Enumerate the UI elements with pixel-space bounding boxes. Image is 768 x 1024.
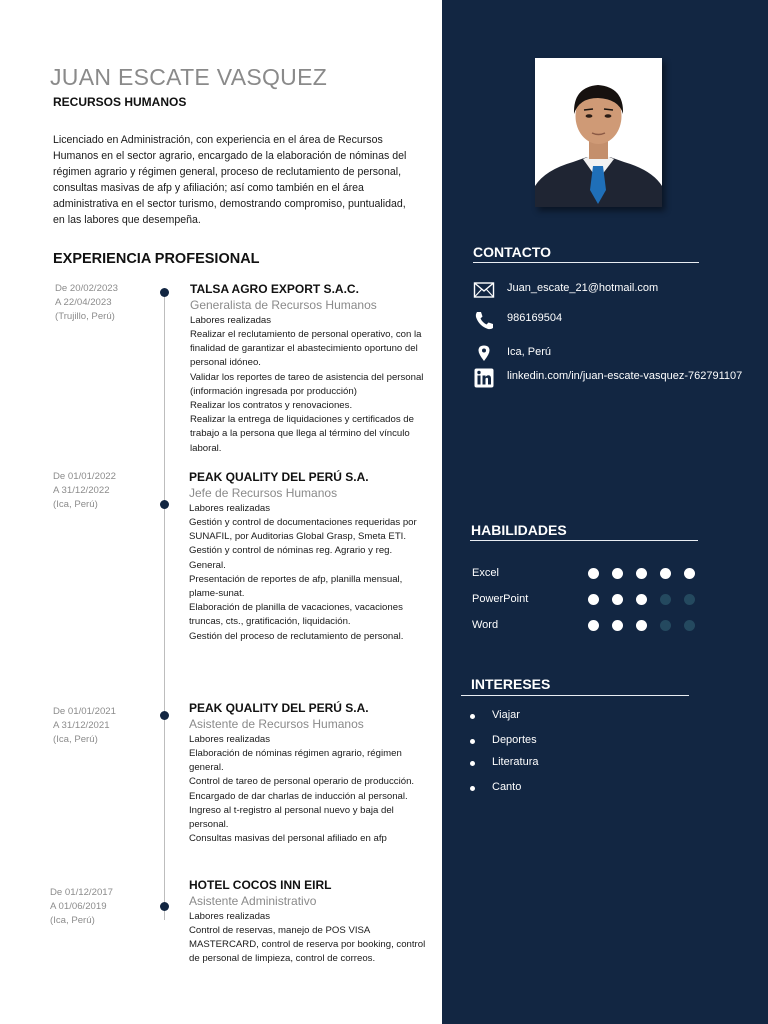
timeline-dot [160,711,169,720]
date-to: A 22/04/2023 [55,297,112,308]
linkedin-text[interactable]: linkedin.com/in/juan-escate-vasquez-762791107 [507,370,743,382]
task-item: Consultas masivas del personal afiliado en afp [189,833,387,845]
job-location: (Ica, Perú) [53,734,98,745]
skill-dot-filled [636,620,647,631]
job-location: (Ica, Perú) [53,499,98,510]
tasks-label: Labores realizadas [189,911,271,922]
timeline-line [164,292,165,920]
timeline-dot [160,902,169,911]
task-item: Control de tareo de personal operario de producción. [189,776,415,788]
job-dates [50,886,160,928]
interest-item [470,756,670,772]
date-from: De 20/02/2023 [55,283,118,294]
task-item: Realizar los contratos y renovaciones. [190,400,353,412]
task-item: Gestión y control de documentaciones requeridas por SUNAFIL, por Auditorias Global Grasp, Smeta ETI. [189,517,417,543]
skill-dot-filled [588,568,599,579]
contact-divider [473,262,699,263]
skill-row [472,566,712,582]
tasks-label: Labores realizadas [189,503,271,514]
task-item: Elaboración de planilla de vacaciones, vacaciones truncas, cts., gratificación, liquidación. [189,602,403,628]
skills-divider [470,540,698,541]
timeline-dot [160,500,169,509]
contact-phone[interactable] [473,310,763,330]
date-from: De 01/01/2022 [53,471,116,482]
job-dates [53,705,163,747]
position-title: Asistente Administrativo [189,894,317,908]
job-location: (Ica, Perú) [50,915,95,926]
experience-heading: EXPERIENCIA PROFESIONAL [53,251,260,267]
bullet-icon [470,739,475,744]
bullet-icon [470,761,475,766]
task-item: Control de reservas, manejo de POS VISA MASTERCARD, control de reserva por booking, control de personal de limpieza, control de correos. [189,925,426,965]
skill-dot-filled [636,568,647,579]
task-item: Ingreso al t-registro al personal nuevo y baja del personal. [189,804,394,831]
interest-item [470,709,670,725]
profile-photo [535,58,662,207]
phone-icon [473,310,495,330]
job-location: (Trujillo, Perú) [55,311,115,322]
date-to: A 31/12/2022 [53,485,110,496]
date-to: A 01/06/2019 [50,901,107,912]
position-title: Generalista de Recursos Humanos [190,298,377,312]
interest-item [470,734,670,750]
mail-icon [473,280,495,300]
skill-row [472,592,712,608]
company-name: HOTEL COCOS INN EIRL [189,878,332,892]
contact-linkedin[interactable] [473,368,763,388]
tasks-label: Labores realizadas [189,734,271,745]
contact-location [473,344,763,364]
interests-divider [461,695,689,696]
location-text: Ica, Perú [507,346,552,358]
task-item: Encargado de dar charlas de inducción al personal. [189,790,408,802]
job-dates [55,282,165,324]
interests-heading: INTERESES [471,676,551,692]
job-content [189,470,429,644]
skill-dot-filled [684,568,695,579]
location-pin-icon [473,344,495,364]
person-name: JUAN ESCATE VASQUEZ [50,64,328,90]
job-content [190,282,430,456]
position-title: Asistente de Recursos Humanos [189,717,364,731]
company-name: PEAK QUALITY DEL PERÚ S.A. [189,470,369,484]
job-content [189,701,429,846]
contact-email[interactable] [473,280,763,300]
skill-dot-filled [660,568,671,579]
position-title: Jefe de Recursos Humanos [189,486,338,500]
company-name: TALSA AGRO EXPORT S.A.C. [190,282,359,296]
interest-label: Deportes [492,734,537,746]
skill-dot-filled [612,594,623,605]
skill-dot-empty [684,594,695,605]
task-item: Gestión y control de nóminas reg. Agrario y reg. General. [189,545,393,571]
skill-dot-filled [588,594,599,605]
skill-dot-empty [684,620,695,631]
tasks-label: Labores realizadas [190,315,272,326]
timeline-dot [160,288,169,297]
bullet-icon [470,786,475,791]
profile-summary: Licenciado en Administración, con experiencia en el área de Recursos Humanos en el sector agrario, encargado de la elaboración de nóminas del régimen agrario y régimen general, proceso de reclutamiento de personal, consultas masivas de afp y afiliación; así como también en el área administrativa en el sector turismo, demostrando compromiso, puntualidad, en las labores que desempeña. [53,134,407,226]
bullet-icon [470,714,475,719]
task-item: Realizar el reclutamiento de personal operativo, con la finalidad de garantizar el abastecimiento oportuno del personal idóneo. [190,329,422,369]
job-dates [53,470,163,512]
task-item: Gestión del proceso de reclutamiento de personal. [189,630,404,642]
skill-dot-empty [660,594,671,605]
skills-heading: HABILIDADES [471,522,567,538]
date-from: De 01/01/2021 [53,706,116,717]
skill-dot-filled [612,568,623,579]
company-name: PEAK QUALITY DEL PERÚ S.A. [189,701,369,715]
phone-text[interactable]: 986169504 [507,312,563,324]
skill-name: Word [472,619,499,631]
date-to: A 31/12/2021 [53,720,110,731]
interest-item [470,781,670,797]
date-from: De 01/12/2017 [50,887,113,898]
interest-label: Viajar [492,709,520,721]
skill-dot-filled [636,594,647,605]
task-item: Validar los reportes de tareo de asistencia del personal (información ingresada por producción) [190,371,424,397]
interest-label: Literatura [492,756,539,768]
skill-dot-filled [612,620,623,631]
task-item: Realizar la entrega de liquidaciones y certificados de trabajo a la persona que llega al término del vínculo laboral. [190,414,414,454]
task-item: Elaboración de nóminas régimen agrario, régimen general. [189,748,402,774]
profile-photo-illustration [535,58,662,207]
skill-name: PowerPoint [472,593,529,605]
skill-dot-filled [588,620,599,631]
email-text[interactable]: Juan_escate_21@hotmail.com [507,282,659,294]
skill-dot-empty [660,620,671,631]
interest-label: Canto [492,781,522,793]
skill-row [472,618,712,634]
job-content [189,878,429,967]
skill-name: Excel [472,567,499,579]
task-item: Presentación de reportes de afp, planilla mensual, plame-sunat. [189,573,403,600]
contact-heading: CONTACTO [473,244,552,260]
linkedin-icon [473,368,495,388]
job-title: RECURSOS HUMANOS [53,95,187,109]
